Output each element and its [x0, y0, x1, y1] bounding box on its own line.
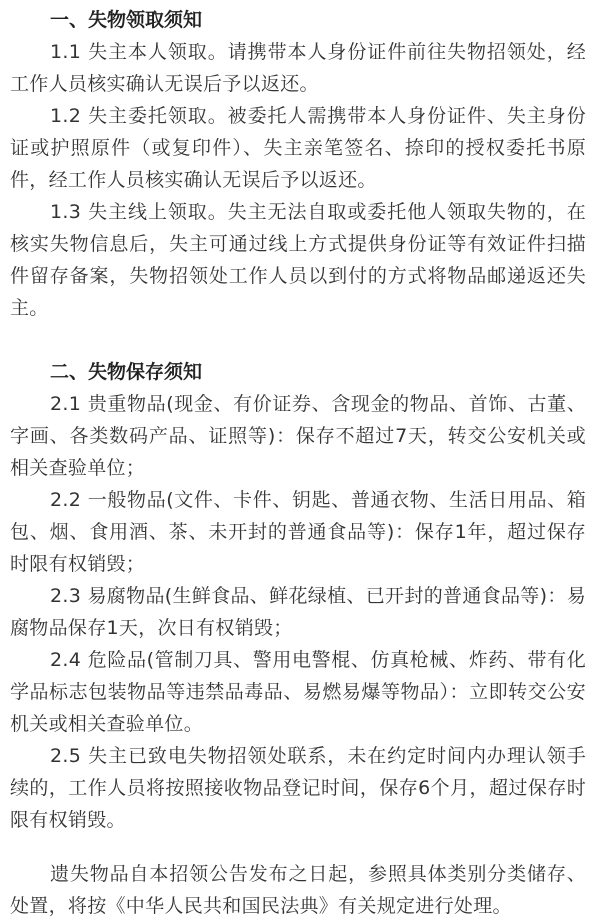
closing-paragraph: 遗失物品自本招领公告发布之日起，参照具体类别分类储存、处置，将按《中华人民共和国民法典》有关规定进行处理。 [10, 863, 586, 917]
section2-heading: 二、失物保存须知 [50, 361, 203, 383]
section1-item-1-2: 1.2 失主委托领取。被委托人需携带本人身份证件、失主身份证或护照原件（或复印件）、失主亲笔签名、捺印的授权委托书原件，经工作人员核实确认无误后予以返还。 [10, 105, 586, 191]
section1-heading: 一、失物领取须知 [50, 9, 203, 31]
section-spacer [10, 324, 586, 356]
section1-item-1-1: 1.1 失主本人领取。请携带本人身份证件前往失物招领处，经工作人员核实确认无误后予以返还。 [10, 41, 586, 95]
section2-item-2-1: 2.1 贵重物品(现金、有价证券、含现金的物品、首饰、古董、字画、各类数码产品、证照等)：保存不超过7天，转交公安机关或相关查验单位； [10, 393, 586, 479]
section2-item-2-5: 2.5 失主已致电失物招领处联系，未在约定时间内办理认领手续的，工作人员将按照接收物品登记时间，保存6个月，超过保存时限有权销毁。 [10, 745, 586, 831]
section2-item-2-3: 2.3 易腐物品(生鲜食品、鲜花绿植、已开封的普通食品等)：易腐物品保存1天，次日有权销毁； [10, 585, 586, 639]
closing-spacer [10, 836, 586, 858]
section1-item-1-3: 1.3 失主线上领取。失主无法自取或委托他人领取失物的，在核实失物信息后，失主可通过线上方式提供身份证等有效证件扫描件留存备案，失物招领处工作人员以到付的方式将物品邮递返还失主。 [10, 201, 586, 319]
section2-item-2-2: 2.2 一般物品(文件、卡件、钥匙、普通衣物、生活日用品、箱包、烟、食用酒、茶、未开封的普通食品等)：保存1年，超过保存时限有权销毁； [10, 489, 586, 575]
section2-item-2-4: 2.4 危险品(管制刀具、警用电警棍、仿真枪械、炸药、带有化学品标志包装物品等违禁品毒品、易燃易爆等物品）：立即转交公安机关或相关查验单位。 [10, 649, 586, 735]
